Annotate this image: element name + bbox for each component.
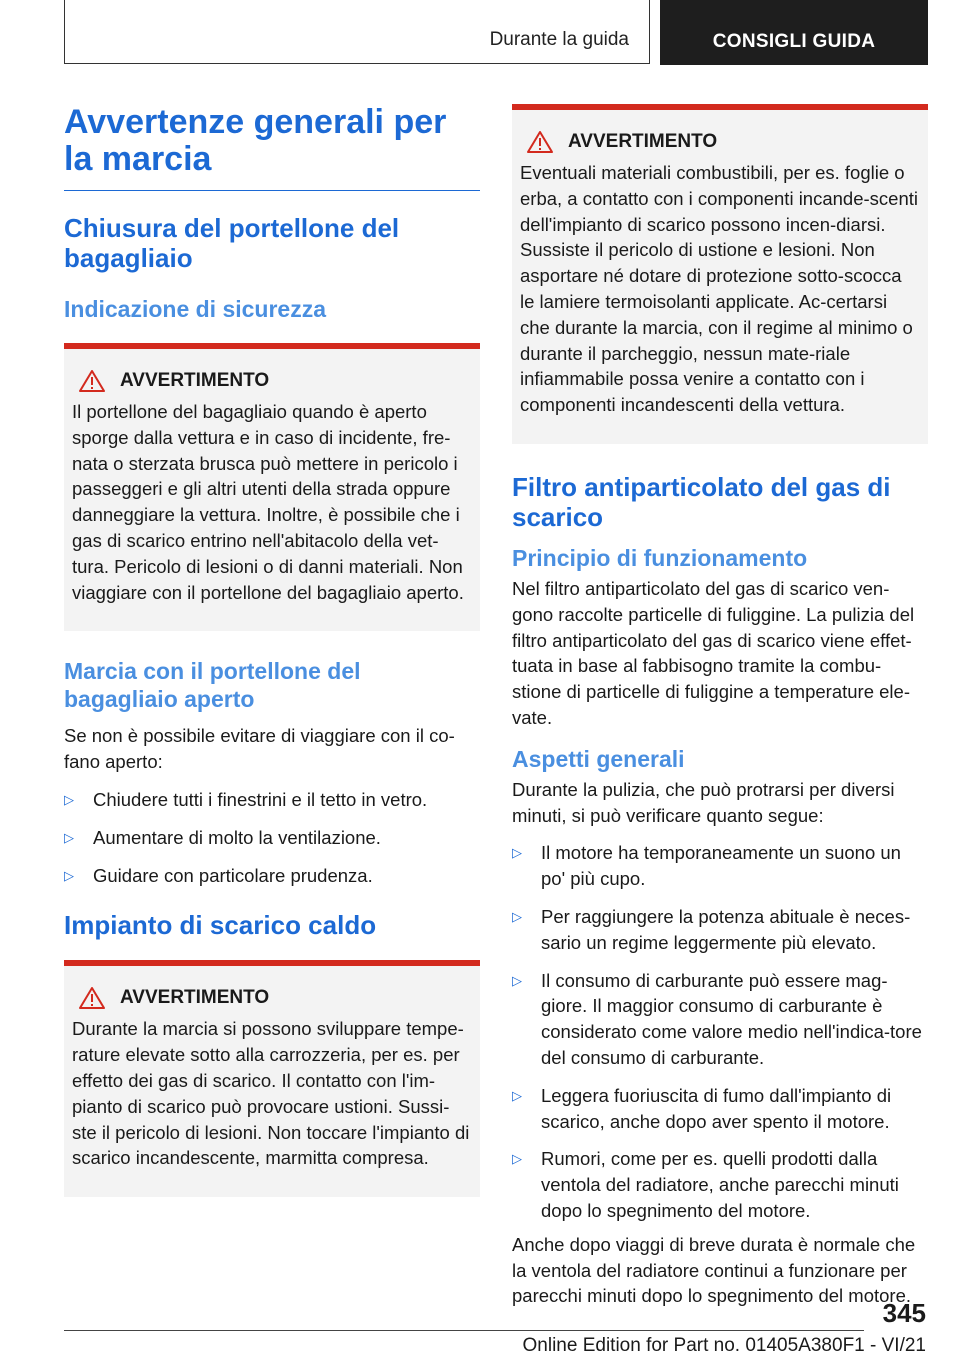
heading-filter: Filtro antiparticolato del gas di scarico [512,471,891,532]
list-item: ▷ Guidare con particolare prudenza. [64,863,480,889]
warning-triangle-icon [78,369,106,393]
heading-safety: Indicazione di sicurezza [64,296,327,322]
triangle-right-icon: ▷ [512,1087,522,1103]
warning-text: Il portellone del bagagliaio quando è aperto sporge dalla vettura e in caso di incidente, fre‐nata o sterzata brusca può mettere in pericolo i passeggeri e gli altri utenti della strada oppure danneggiare la vettura. Inoltre, è possibile che i gas di scarico entrino nell'abitacolo della vet‐tura. Pericolo di lesioni o di danni materiali. Non viaggiare con il portellone del bagagliaio aperto. [72,401,464,603]
triangle-right-icon: ▷ [64,791,74,807]
warning-title-text: AVVERTIMENTO [120,987,270,1009]
warning-title [72,369,472,393]
triangle-right-icon: ▷ [512,972,522,988]
page-number: 345 [882,1298,926,1328]
triangle-right-icon: ▷ [64,829,74,845]
list-item: ▷ Aumentare di molto la ventilazione. [64,825,480,851]
triangle-right-icon: ▷ [512,908,522,924]
header-chapter-tab: CONSIGLI GUIDA [660,0,928,65]
footer-divider [64,1330,864,1331]
list-item: ▷ Il consumo di carburante può essere mag‐giore. Il maggior consumo di carburante è considerato come valore medio nell'indica‐tore del consumo di carburante. [512,969,922,1068]
list-item: ▷ Il motore ha temporaneamente un suono un po' più cupo. [512,842,901,890]
list-item: ▷ Per raggiungere la potenza abituale è neces‐sario un regime leggermente più elevato. [512,905,911,953]
page-header [64,0,928,65]
page-title: Avvertenze generali per la marcia [64,104,480,191]
list-open-trunk [64,787,480,888]
triangle-right-icon: ▷ [64,867,74,883]
triangle-right-icon: ▷ [512,1151,522,1167]
warning-text: Durante la marcia si possono sviluppare tempe‐rature elevate sotto alla carrozzeria, per es. per effetto dei gas di scarico. Il contatto con l'im‐pianto di scarico può provocare ustioni. Sussi‐ste il pericolo di lesioni. Non toccare l'impianto di scarico incandescente, marmitta compresa. [72,1018,470,1169]
left-column [64,104,480,1197]
warning-triangle-icon [78,986,106,1010]
warning-title [520,130,920,154]
triangle-right-icon: ▷ [512,845,522,861]
footer-edition: Online Edition for Part no. 01405A380F1 - VI/21 [522,1335,926,1356]
warning-text: Eventuali materiali combustibili, per es. foglie o erba, a contatto con i componenti incande‐scenti dell'impianto di scarico possono incen‐diarsi. Sussiste il pericolo di ustione e lesioni. Non asportare né dotare di protezione sotto‐scocca le lamiere termoisolanti applicate. Ac‐certarsi che durante la marcia, con il regime al minimo o durante il parcheggio, nessun mate‐riale infiammabile possa venire a contatto con i componenti incandescenti della vettura. [520,162,918,416]
list-item: ▷ Chiudere tutti i finestrini e il tetto in vetro. [64,787,480,813]
heading-principle: Principio di funzionamento [512,544,808,571]
paragraph-general-outro: Anche dopo viaggi di breve durata è normale che la ventola del radiatore continui a funzionare per parecchi minuti dopo lo spegnimento del motore. [512,1233,916,1307]
warning-title-text: AVVERTIMENTO [568,131,718,152]
warning-title-text: AVVERTIMENTO [120,370,270,391]
heading-open-trunk: Marcia con il portellone del bagagliaio aperto [64,658,361,713]
list-item: ▷ Leggera fuoriuscita di fumo dall'impianto di scarico, anche dopo aver spento il motore. [512,1084,892,1132]
warning-box-trunk [64,343,480,631]
right-column [512,104,928,1309]
list-general [512,840,928,1223]
warning-box-combustible [512,104,928,444]
list-item: ▷ Rumori, come per es. quelli prodotti dalla ventola del radiatore, anche parecchi minuti dopo lo spegnimento del motore. [512,1148,899,1221]
header-section-title: Durante la guida [489,29,629,50]
paragraph-general-intro: Durante la pulizia, che può protrarsi per diversi minuti, si può verificare quanto segue: [512,778,895,826]
heading-general: Aspetti generali [512,745,685,772]
warning-box-exhaust [64,960,480,1197]
paragraph-principle: Nel filtro antiparticolato del gas di scarico ven‐gono raccolte particelle di fuliggine. La pulizia del filtro antiparticolato del gas di scarico viene effet‐tuata in base al fabbisogno tramite la combu‐stione di particelle di fuliggine a temperature ele‐vate. [512,577,915,728]
heading-exhaust: Impianto di scarico caldo [64,910,377,941]
warning-triangle-icon [526,130,554,154]
paragraph-open-intro: Se non è possibile evitare di viaggiare con il co‐fano aperto: [64,725,455,773]
warning-title [72,986,472,1010]
heading-trunk: Chiusura del portellone del bagagliaio [64,213,400,273]
